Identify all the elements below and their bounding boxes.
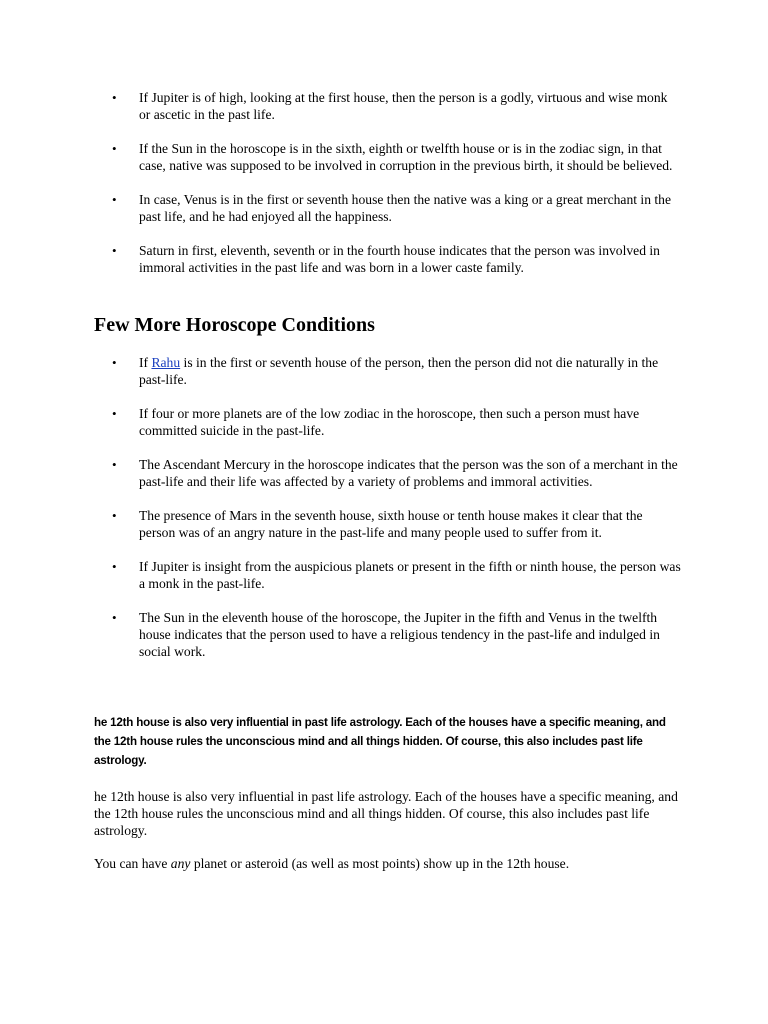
bullet-icon: • bbox=[112, 141, 117, 156]
list-item bbox=[112, 242, 682, 276]
list-item-text: If the Sun in the horoscope is in the sixth, eighth or twelfth house or is in the zodiac sign, in that case, native was supposed to be involved in corruption in the previous birth, it should be believed. bbox=[139, 141, 673, 173]
bullet-icon: • bbox=[112, 406, 117, 421]
rahu-link[interactable]: Rahu bbox=[151, 355, 181, 370]
list-item-text: If four or more planets are of the low zodiac in the horoscope, then such a person must have committed suicide in the past-life. bbox=[139, 406, 640, 438]
bullet-icon: • bbox=[112, 355, 117, 370]
list-item-text: If Jupiter is of high, looking at the first house, then the person is a godly, virtuous and wise monk or ascetic in the past life. bbox=[139, 90, 668, 122]
list-item-text: The Sun in the eleventh house of the horoscope, the Jupiter in the fifth and Venus in the twelfth house indicates that the person used to have a religious tendency in the past-life and indulged in social work. bbox=[139, 610, 660, 659]
bullet-icon: • bbox=[112, 243, 117, 258]
list-item bbox=[112, 456, 682, 490]
past-life-indicators-list bbox=[112, 89, 682, 293]
list-item-text: The Ascendant Mercury in the horoscope indicates that the person was the son of a merchant in the past-life and their life was affected by a variety of problems and immoral activities. bbox=[139, 457, 678, 489]
list-item-suffix: is in the first or seventh house of the person, then the person did not die naturally in the past-life. bbox=[139, 355, 659, 387]
bullet-icon: • bbox=[112, 508, 117, 523]
list-item bbox=[112, 354, 682, 388]
list-item-prefix: If bbox=[139, 355, 152, 370]
bullet-icon: • bbox=[112, 610, 117, 625]
bullet-icon: • bbox=[112, 559, 117, 574]
list-item bbox=[112, 89, 682, 123]
bold-paragraph: he 12th house is also very influential in past life astrology. Each of the houses have a specific meaning, and the 12th house rules the unconscious mind and all things hidden. Of course, this also includes past life astrology. bbox=[94, 716, 666, 767]
paragraph-any-planet bbox=[94, 855, 684, 872]
horoscope-conditions-list bbox=[112, 354, 682, 677]
paragraph-12th-house: he 12th house is also very influential in past life astrology. Each of the houses have a specific meaning, and the 12th house rules the unconscious mind and all things hidden. Of course, this also includes past life astrology. bbox=[94, 789, 678, 838]
list-item bbox=[112, 140, 682, 174]
list-item bbox=[112, 507, 682, 541]
list-item-text: In case, Venus is in the first or seventh house then the native was a king or a great merchant in the past life, and he had enjoyed all the happiness. bbox=[139, 192, 672, 224]
list-item bbox=[112, 191, 682, 225]
bullet-icon: • bbox=[112, 90, 117, 105]
list-item-text: The presence of Mars in the seventh house, sixth house or tenth house makes it clear that the person was of an angry nature in the past-life and many people used to suffer from it. bbox=[139, 508, 643, 540]
bullet-icon: • bbox=[112, 457, 117, 472]
list-item bbox=[112, 405, 682, 439]
list-item bbox=[112, 609, 682, 660]
section-heading: Few More Horoscope Conditions bbox=[94, 314, 375, 336]
paragraph-text-before: You can have bbox=[94, 856, 171, 871]
list-item-text: If Jupiter is insight from the auspicious planets or present in the fifth or ninth house, the person was a monk in the past-life. bbox=[139, 559, 681, 591]
list-item bbox=[112, 558, 682, 592]
paragraph-text-after: planet or asteroid (as well as most points) show up in the 12th house. bbox=[190, 856, 570, 871]
bullet-icon: • bbox=[112, 192, 117, 207]
emphasis-text: any bbox=[170, 856, 191, 871]
list-item-text: Saturn in first, eleventh, seventh or in the fourth house indicates that the person was involved in immoral activities in the past life and was born in a lower caste family. bbox=[139, 243, 660, 275]
